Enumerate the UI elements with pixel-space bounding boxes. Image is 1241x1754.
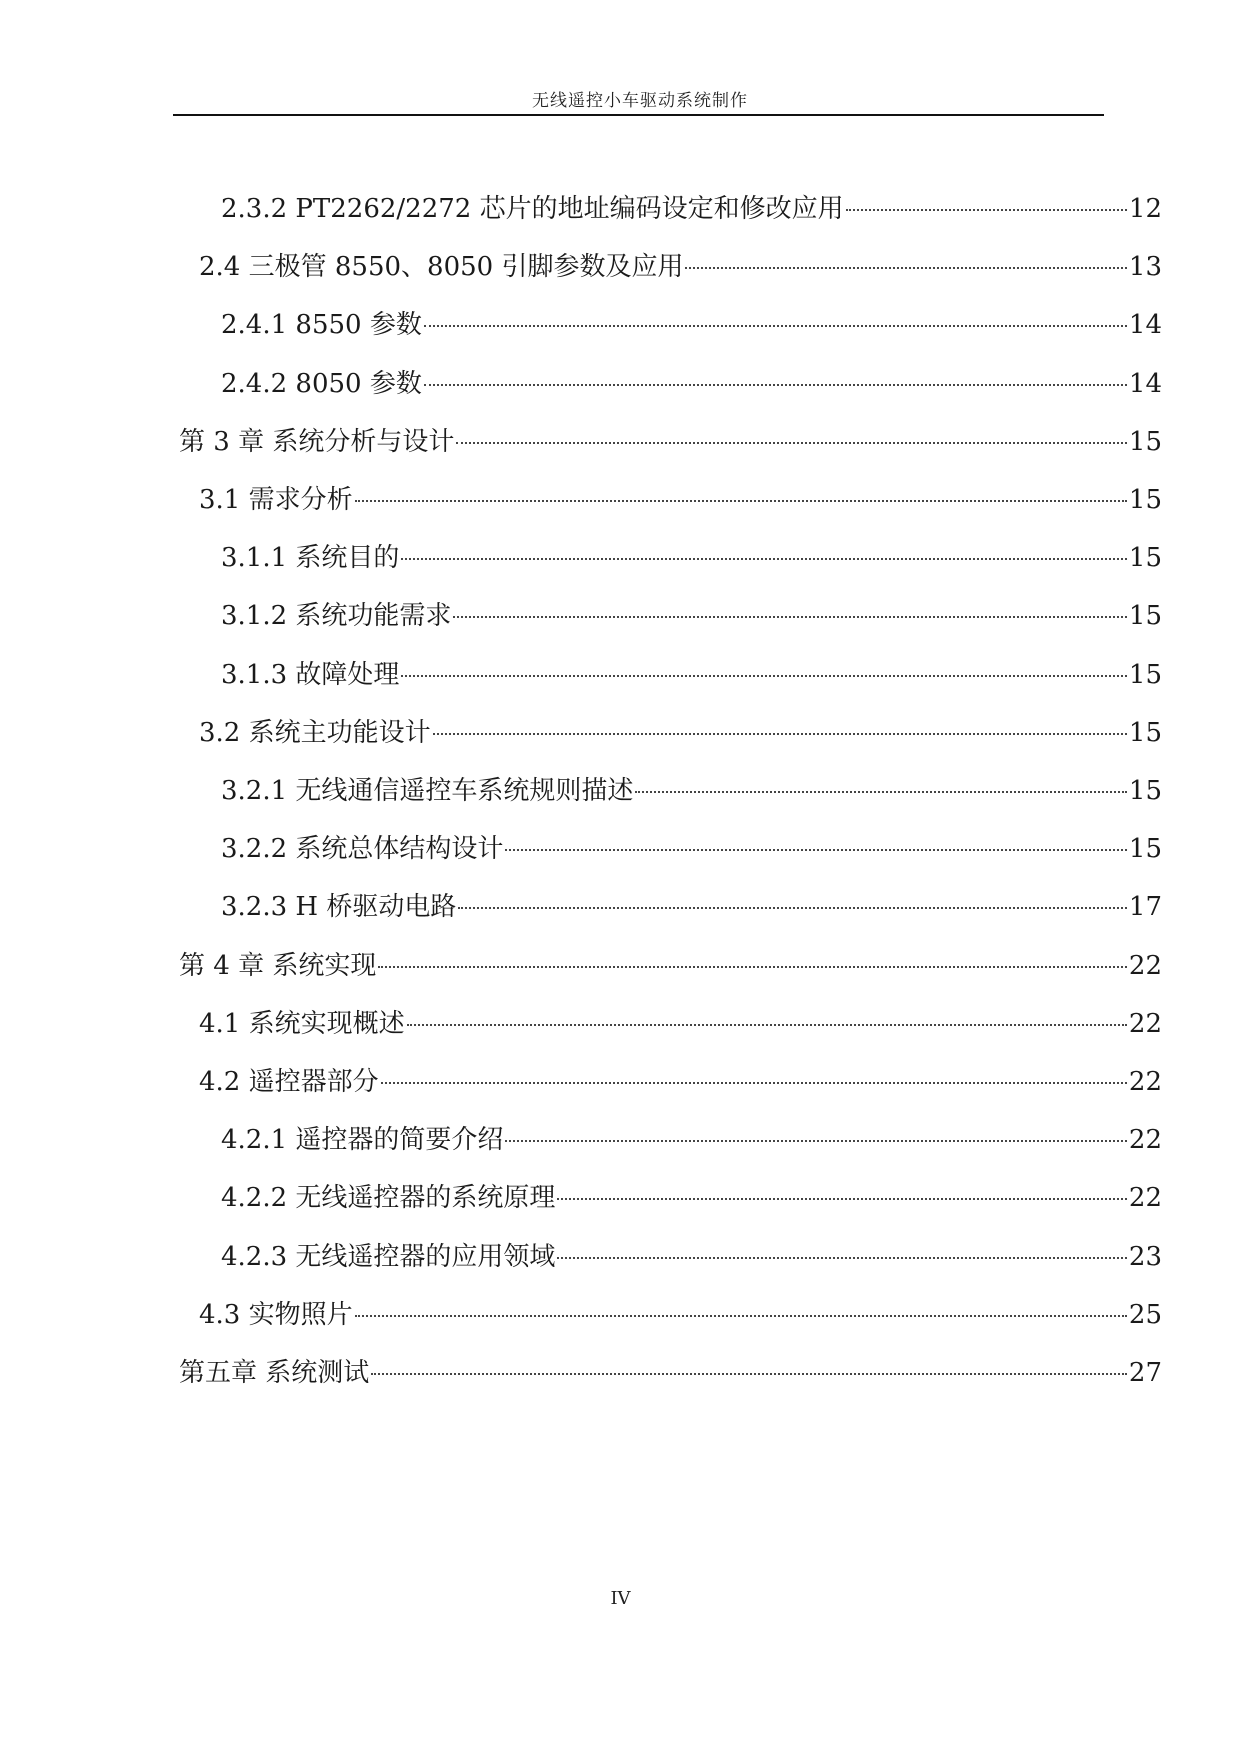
toc-entry-page: 22 [1128, 1067, 1162, 1097]
toc-entry-page: 15 [1128, 834, 1162, 864]
dot-leader [458, 907, 1127, 909]
toc-entry-page: 15 [1128, 601, 1162, 631]
dot-leader [401, 675, 1126, 677]
toc-entry-page: 15 [1128, 543, 1162, 573]
toc-entry-page: 14 [1128, 310, 1162, 340]
dot-leader [846, 209, 1127, 211]
toc-entry[interactable] [179, 946, 1162, 986]
toc-entry[interactable] [221, 189, 1162, 229]
toc-entry[interactable] [199, 480, 1162, 520]
dot-leader [355, 500, 1127, 502]
toc-entry-title: 4.3 实物照片 [199, 1300, 353, 1330]
toc-entry-title: 3.1.1 系统目的 [221, 543, 400, 573]
toc-entry[interactable] [179, 1353, 1162, 1393]
toc-entry-page: 22 [1128, 1125, 1162, 1155]
toc-entry-page: 14 [1128, 369, 1162, 399]
toc-entry[interactable] [221, 655, 1162, 695]
dot-leader [685, 267, 1126, 269]
toc-entry[interactable] [221, 596, 1162, 636]
toc-entry[interactable] [199, 1062, 1162, 1102]
toc-entry-page: 22 [1128, 951, 1162, 981]
toc-entry-page: 12 [1128, 194, 1162, 224]
toc-entry-page: 13 [1128, 252, 1162, 282]
toc-entry-page: 22 [1128, 1009, 1162, 1039]
toc-entry[interactable] [199, 247, 1162, 287]
toc-entry[interactable] [199, 1295, 1162, 1335]
toc-entry-title: 3.1 需求分析 [199, 485, 353, 515]
toc-entry[interactable] [221, 538, 1162, 578]
page-number: IV [610, 1588, 631, 1609]
dot-leader [401, 558, 1126, 560]
running-header: 无线遥控小车驱动系统制作 [532, 91, 748, 111]
toc-entry-title: 4.2 遥控器部分 [199, 1067, 379, 1097]
toc-entry[interactable] [199, 1004, 1162, 1044]
dot-leader [424, 384, 1127, 386]
dot-leader [557, 1198, 1126, 1200]
toc-entry-page: 15 [1128, 660, 1162, 690]
toc-entry-title: 第五章 系统测试 [179, 1358, 370, 1388]
toc-entry-title: 2.4.2 8050 参数 [221, 369, 422, 399]
toc-entry-title: 3.2.3 H 桥驱动电路 [221, 892, 457, 922]
toc-entry-title: 3.2.2 系统总体结构设计 [221, 834, 504, 864]
toc-entry-page: 25 [1128, 1300, 1162, 1330]
toc-entry-title: 第 3 章 系统分析与设计 [179, 427, 455, 457]
toc-entry[interactable] [221, 829, 1162, 869]
toc-entry-title: 第 4 章 系统实现 [179, 951, 377, 981]
dot-leader [456, 442, 1127, 444]
toc-entry-page: 15 [1128, 485, 1162, 515]
toc-entry-title: 3.2 系统主功能设计 [199, 718, 431, 748]
toc-entry-title: 2.3.2 PT2262/2272 芯片的地址编码设定和修改应用 [221, 194, 844, 224]
toc-entry[interactable] [221, 364, 1162, 404]
toc-entry[interactable] [221, 887, 1162, 927]
toc-entry-title: 4.2.3 无线遥控器的应用领域 [221, 1242, 556, 1272]
dot-leader [424, 325, 1127, 327]
dot-leader [355, 1315, 1127, 1317]
toc-entry-title: 3.1.3 故障处理 [221, 660, 400, 690]
toc-entry[interactable] [221, 305, 1162, 345]
dot-leader [505, 1140, 1126, 1142]
dot-leader [378, 966, 1127, 968]
toc-entry-page: 22 [1128, 1183, 1162, 1213]
toc-entry-title: 4.2.1 遥控器的简要介绍 [221, 1125, 504, 1155]
dot-leader [433, 733, 1127, 735]
toc-entry-page: 15 [1128, 718, 1162, 748]
toc-entry-title: 2.4.1 8550 参数 [221, 310, 422, 340]
dot-leader [635, 791, 1126, 793]
toc-entry-title: 4.1 系统实现概述 [199, 1009, 405, 1039]
toc-entry[interactable] [221, 771, 1162, 811]
toc-entry[interactable] [221, 1178, 1162, 1218]
toc-entry[interactable] [221, 1120, 1162, 1160]
toc-entry-title: 3.2.1 无线通信遥控车系统规则描述 [221, 776, 634, 806]
toc-entry-page: 23 [1128, 1242, 1162, 1272]
toc-entry-title: 4.2.2 无线遥控器的系统原理 [221, 1183, 556, 1213]
dot-leader [505, 849, 1126, 851]
toc-entry[interactable] [221, 1237, 1162, 1277]
dot-leader [371, 1373, 1127, 1375]
toc-entry-title: 3.1.2 系统功能需求 [221, 601, 452, 631]
toc-entry[interactable] [179, 422, 1162, 462]
dot-leader [453, 616, 1126, 618]
toc-entry-page: 17 [1128, 892, 1162, 922]
toc-entry[interactable] [199, 713, 1162, 753]
dot-leader [381, 1082, 1127, 1084]
dot-leader [407, 1024, 1127, 1026]
toc-entry-page: 15 [1128, 776, 1162, 806]
toc-entry-page: 27 [1128, 1358, 1162, 1388]
dot-leader [557, 1257, 1126, 1259]
toc-entry-page: 15 [1128, 427, 1162, 457]
toc-entry-title: 2.4 三极管 8550、8050 引脚参数及应用 [199, 252, 684, 282]
